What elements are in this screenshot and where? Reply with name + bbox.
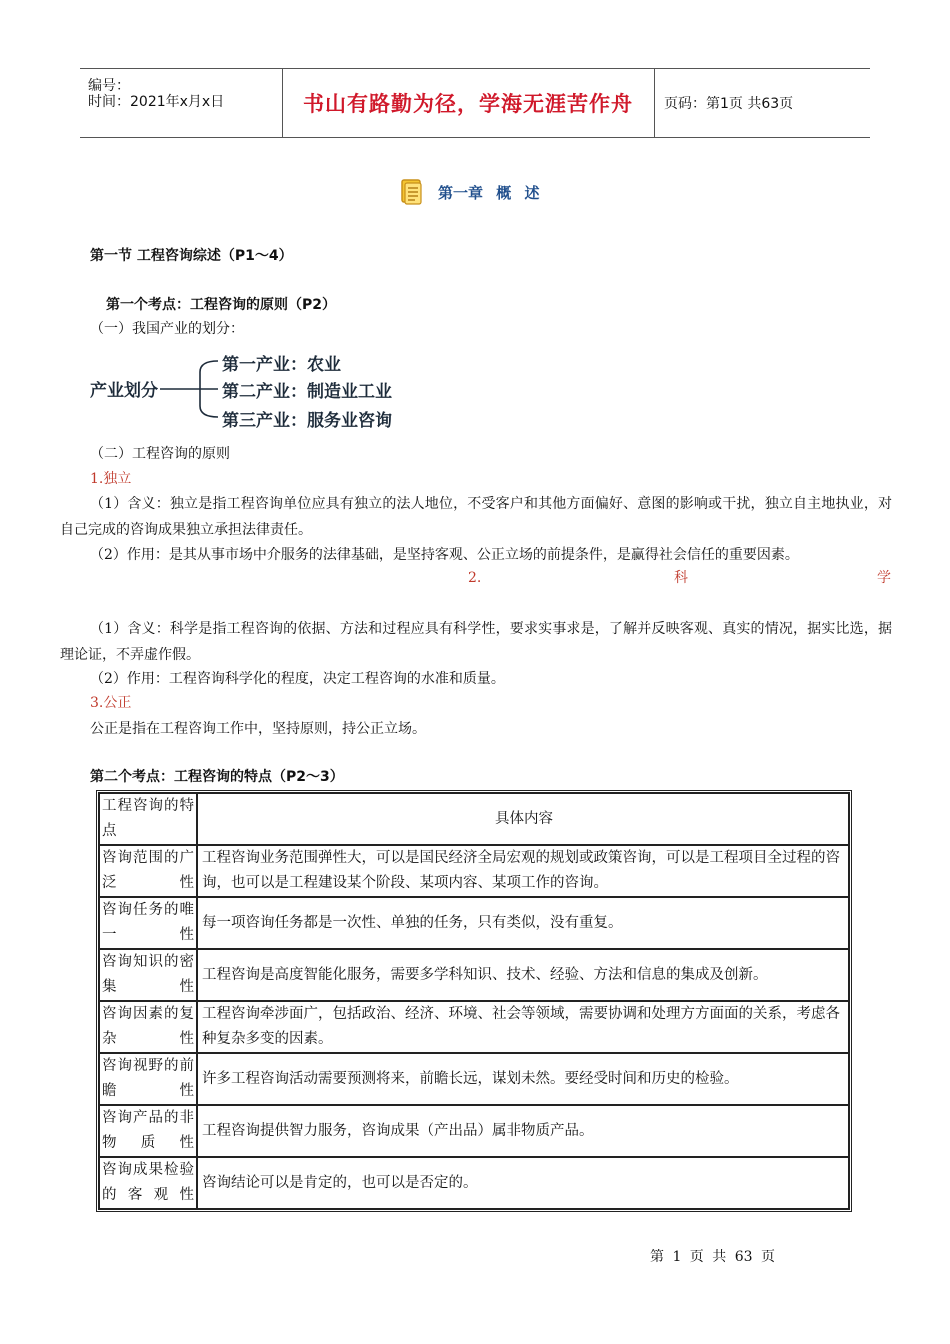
table-cell-feature: 咨询产品的非物质性: [99, 1105, 197, 1157]
principle2-heading-char1: 科: [674, 570, 688, 586]
table-header-row: [99, 793, 849, 845]
diagram-root: 产业划分: [90, 381, 158, 401]
diagram-item-tertiary: 第三产业：服务业咨询: [222, 411, 392, 431]
table-row: [99, 1157, 849, 1209]
table-cell-feature: 咨询范围的广泛性: [99, 845, 197, 897]
table-row: [99, 1053, 849, 1105]
header-left-cell: [80, 69, 283, 137]
principle2-role: （2）作用：工程咨询科学化的程度，决定工程咨询的水准和质量。: [90, 671, 505, 687]
table-row: [99, 1105, 849, 1157]
diagram-bracket: [160, 358, 224, 428]
point1-sub2: （二）工程咨询的原则: [90, 446, 230, 462]
table-cell-content: 每一项咨询任务都是一次性、单独的任务，只有类似，没有重复。: [197, 897, 849, 949]
table-cell-content: 工程咨询提供智力服务，咨询成果（产出品）属非物质产品。: [197, 1105, 849, 1157]
table-row: [99, 897, 849, 949]
point1-title: 第一个考点：工程咨询的原则（P2）: [106, 297, 337, 313]
date-label: 时间：2021年x月x日: [88, 94, 225, 110]
table-row: [99, 949, 849, 1001]
table-cell-feature: 咨询因素的复杂性: [99, 1001, 197, 1053]
point1-sub1: （一）我国产业的划分：: [90, 321, 244, 337]
table-header-cell: 工程咨询的特点: [99, 793, 197, 845]
section-title: 第一节 工程咨询综述（P1～4）: [90, 248, 293, 264]
diagram-item-primary: 第一产业：农业: [222, 355, 341, 375]
table-cell-feature: 咨询知识的密集性: [99, 949, 197, 1001]
table-cell-content: 工程咨询牵涉面广，包括政治、经济、环境、社会等领域，需要协调和处理方方面面的关系，考虑各种复杂多变的因素。: [197, 1001, 849, 1053]
principle3-meaning: 公正是指在工程咨询工作中，坚持原则，持公正立场。: [90, 721, 426, 737]
principle1-heading: 1.独立: [90, 471, 132, 487]
table-cell-feature: 咨询视野的前瞻性: [99, 1053, 197, 1105]
point2-title: 第二个考点：工程咨询的特点（P2～3）: [90, 769, 344, 785]
principle2-heading-char2: 学: [877, 570, 891, 586]
principle2-meaning: （1）含义：科学是指工程咨询的依据、方法和过程应具有科学性，要求实事求是，了解并反映客观、真实的情况，据实比选，据理论证，不弄虚作假。: [60, 621, 892, 663]
table-header-cell: 具体内容: [197, 793, 849, 845]
table-cell-content: 许多工程咨询活动需要预测将来，前瞻长远，谋划未然。要经受时间和历史的检验。: [197, 1053, 849, 1105]
motto: 书山有路勤为径，学海无涯苦作舟: [303, 92, 633, 116]
page-info: 页码：第1页 共63页: [664, 96, 794, 112]
principle2-heading-num: 2.: [468, 570, 482, 586]
chapter-heading: [400, 178, 539, 206]
document-icon: [400, 178, 424, 206]
features-table: [96, 790, 852, 1212]
header-motto-cell: [282, 69, 655, 137]
header-page-cell: [654, 69, 870, 137]
table-cell-feature: 咨询成果检验的客观性: [99, 1157, 197, 1209]
principle1-role: （2）作用：是其从事市场中介服务的法律基础，是坚持客观、公正立场的前提条件，是赢得社会信任的重要因素。: [90, 547, 799, 563]
table-row: [99, 1001, 849, 1053]
table-row: [99, 845, 849, 897]
principle1-meaning: （1）含义：独立是指工程咨询单位应具有独立的法人地位，不受客户和其他方面偏好、意图的影响或干扰，独立自主地执业，对自己完成的咨询成果独立承担法律责任。: [60, 496, 892, 538]
page-footer: 第 1 页 共 63 页: [650, 1249, 775, 1265]
diagram-item-secondary: 第二产业：制造业工业: [222, 382, 392, 402]
table-cell-feature: 咨询任务的唯一性: [99, 897, 197, 949]
number-label: 编号：: [88, 78, 130, 94]
table-cell-content: 工程咨询是高度智能化服务，需要多学科知识、技术、经验、方法和信息的集成及创新。: [197, 949, 849, 1001]
principle3-heading: 3.公正: [90, 695, 132, 711]
page-header: [80, 68, 870, 138]
table-cell-content: 工程咨询业务范围弹性大，可以是国民经济全局宏观的规划或政策咨询，可以是工程项目全过程的咨询，也可以是工程建设某个阶段、某项内容、某项工作的咨询。: [197, 845, 849, 897]
chapter-title: 第一章 概 述: [438, 183, 540, 202]
table-cell-content: 咨询结论可以是肯定的，也可以是否定的。: [197, 1157, 849, 1209]
